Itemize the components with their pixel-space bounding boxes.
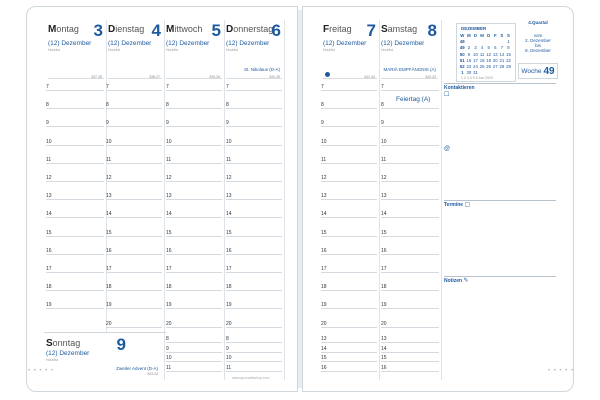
calendar-grid: W M D M D F S S 48 1 49 2 3 4 5 6 7 8 50 9 10 11 12 13 14 15 51 16 17 18 19 20 21 22 52 23 24 25 26 27 28 29 1 30 31: [459, 33, 511, 76]
hour-label: 15: [166, 229, 172, 236]
hour-line: [381, 308, 439, 309]
spine: [298, 10, 302, 388]
hour-label: 17: [381, 266, 387, 272]
hour-label: 19: [166, 302, 172, 309]
hour-label: 7: [166, 84, 169, 90]
hour-label: 19: [381, 302, 387, 309]
hour-label: 20: [321, 320, 327, 327]
hour-label: 14: [106, 211, 112, 218]
separator: [164, 20, 165, 380]
hour-line: [106, 217, 162, 218]
hour-line: [381, 163, 439, 164]
hour-line: [381, 145, 439, 146]
hour-label: 13: [381, 193, 387, 200]
hour-line: [166, 145, 222, 146]
hour-line: [166, 90, 222, 91]
hour-label: 10: [321, 138, 327, 145]
hour-label: 10: [226, 355, 232, 361]
hour-line: [166, 308, 222, 309]
hour-label: 18: [46, 284, 52, 291]
hour-label: 14: [381, 345, 387, 352]
hour-label: 15: [106, 229, 112, 236]
section-appointments[interactable]: Termine ▢: [444, 200, 556, 276]
hour-line: [106, 272, 162, 273]
holiday-label: Feiertag (A): [396, 96, 431, 103]
hour-label: 7: [321, 84, 324, 90]
hour-label: 9: [321, 120, 324, 127]
hour-label: 13: [321, 336, 327, 342]
hour-label: 7: [46, 84, 49, 90]
hour-label: 15: [46, 229, 52, 236]
hour-label: 13: [381, 336, 387, 342]
hour-label: 18: [226, 284, 232, 291]
hour-line: [226, 254, 282, 255]
hour-label: 19: [46, 302, 52, 309]
hour-label: 14: [226, 211, 232, 218]
hour-label: 13: [226, 193, 232, 200]
hour-line: [321, 254, 377, 255]
hour-label: 15: [321, 229, 327, 236]
hour-label: 15: [226, 229, 232, 236]
day-number: 3: [93, 21, 103, 40]
hour-line: [106, 90, 162, 91]
hour-line: [46, 308, 104, 309]
hour-line: [46, 163, 104, 164]
hour-label: 10: [166, 138, 172, 145]
hour-line: [166, 342, 222, 343]
hour-line: [226, 371, 282, 372]
hour-line: [321, 352, 377, 353]
week-range: 4.Quartal vom 2. Dezember bis 8. Dezember: [525, 20, 551, 53]
day-friday[interactable]: Freitag 7 (12) Dezember Hourlist 341-24: [323, 21, 376, 79]
hour-label: 15: [381, 355, 387, 361]
hour-label: 16: [321, 364, 327, 371]
day-number: 9: [116, 335, 126, 354]
hour-line: [166, 181, 222, 182]
hour-line: [321, 361, 377, 362]
hour-label: 16: [46, 247, 52, 254]
section-notes[interactable]: Notizen ✎: [444, 276, 556, 337]
hour-line: [381, 199, 439, 200]
hour-label: 8: [166, 336, 169, 342]
hour-line: [106, 181, 162, 182]
day-saturday[interactable]: Samstag 8 (12) Dezember Hourlist MARIÄ EMPFÄNGNIS (A) 342-23: [381, 21, 437, 79]
hour-line: [226, 342, 282, 343]
hour-label: 9: [381, 120, 384, 127]
hour-label: 18: [381, 284, 387, 291]
hour-label: 8: [226, 102, 229, 109]
hour-label: 13: [46, 193, 52, 200]
hour-line: [166, 108, 222, 109]
hour-line: [106, 126, 162, 127]
hour-label: 10: [166, 355, 172, 361]
hour-label: 12: [226, 175, 232, 181]
hour-line: [106, 108, 162, 109]
at-icon: @: [444, 146, 451, 152]
hour-line: [106, 308, 162, 309]
day-tuesday[interactable]: Dienstag 4 (12) Dezember Hourlist 338-27: [108, 21, 161, 79]
hour-line: [166, 163, 222, 164]
hour-label: 8: [46, 102, 49, 109]
hour-label: 15: [321, 355, 327, 361]
hour-line: [106, 145, 162, 146]
hour-label: 19: [226, 302, 232, 309]
moon-phase-icon: [325, 72, 330, 77]
hour-line: [46, 181, 104, 182]
hour-line: [321, 308, 377, 309]
hour-line: [381, 90, 439, 91]
hour-line: [166, 217, 222, 218]
corner-dots-left: • • • • •: [28, 368, 55, 374]
hour-label: 14: [166, 211, 172, 218]
hour-label: 9: [166, 120, 169, 127]
hour-line: [226, 145, 282, 146]
hour-label: 20: [381, 320, 387, 327]
day-number: 6: [271, 21, 281, 40]
hour-label: 12: [321, 175, 327, 181]
hour-line: [46, 254, 104, 255]
section-contacts[interactable]: Kontaktieren ☐ @: [444, 83, 556, 199]
hour-line: [166, 371, 222, 372]
pen-icon: ✎: [463, 278, 469, 284]
hour-line: [321, 371, 377, 372]
hour-label: 12: [381, 175, 387, 181]
hour-label: 11: [226, 364, 232, 371]
hour-label: 14: [321, 345, 327, 352]
hour-label: 14: [321, 211, 327, 218]
day-number: 7: [366, 21, 376, 40]
hour-line: [166, 254, 222, 255]
hour-line: [381, 352, 439, 353]
hour-label: 17: [226, 266, 232, 272]
hour-line: [106, 163, 162, 164]
hour-label: 12: [166, 175, 172, 181]
hour-label: 11: [106, 156, 112, 163]
hour-line: [321, 181, 377, 182]
hour-line: [226, 108, 282, 109]
hour-label: 11: [46, 156, 52, 163]
hour-label: 9: [166, 345, 169, 352]
hour-label: 13: [321, 193, 327, 200]
day-wednesday[interactable]: Mittwoch 5 (12) Dezember Hourlist 339-26: [166, 21, 221, 79]
hour-line: [381, 254, 439, 255]
hour-line: [106, 290, 162, 291]
hour-line: [381, 126, 439, 127]
hour-label: 8: [381, 102, 384, 109]
hour-label: 8: [321, 102, 324, 109]
hour-label: 15: [381, 229, 387, 236]
hour-label: 20: [166, 320, 172, 327]
calendar-icon: ▢: [464, 202, 471, 208]
day-number: 5: [211, 21, 221, 40]
hour-line: [166, 290, 222, 291]
hour-label: 18: [106, 284, 112, 291]
hour-label: 9: [106, 120, 109, 127]
hour-line: [226, 308, 282, 309]
hour-label: 8: [106, 102, 109, 109]
hour-line: [226, 90, 282, 91]
hour-label: 9: [226, 345, 229, 352]
hour-label: 10: [381, 138, 387, 145]
hour-line: [226, 290, 282, 291]
hour-label: 17: [321, 266, 327, 272]
hour-label: 16: [381, 247, 387, 254]
phone-icon: ☐: [444, 92, 450, 98]
hour-line: [321, 108, 377, 109]
hour-line: [166, 126, 222, 127]
hour-line: [226, 272, 282, 273]
hour-line: [46, 217, 104, 218]
hour-line: [381, 108, 439, 109]
hour-label: 11: [166, 364, 172, 371]
hour-line: [166, 236, 222, 237]
separator: [441, 20, 442, 380]
hour-label: 17: [166, 266, 172, 272]
day-sunday[interactable]: Sonntag 9 (12) Dezember Hourlist Zweiter Advent (D-A) 343-22: [44, 332, 166, 381]
hour-line: [321, 126, 377, 127]
hour-line: [106, 199, 162, 200]
day-monday[interactable]: Montag 3 (12) Dezember Hourlist 337-28: [48, 21, 103, 79]
week-number-badge: Woche 49: [518, 63, 558, 79]
hour-line: [46, 272, 104, 273]
hour-label: 20: [106, 320, 112, 327]
hour-line: [166, 327, 222, 328]
hour-line: [226, 327, 282, 328]
separator: [379, 20, 380, 380]
footer-url: www.quovadisshop.com: [232, 376, 270, 380]
hour-label: 8: [166, 102, 169, 109]
hour-label: 14: [381, 211, 387, 218]
day-number: 8: [427, 21, 437, 40]
hour-line: [46, 236, 104, 237]
hour-label: 9: [226, 120, 229, 127]
hour-line: [321, 217, 377, 218]
hour-line: [381, 217, 439, 218]
hour-line: [381, 290, 439, 291]
hour-label: 16: [226, 247, 232, 254]
day-number: 4: [151, 21, 161, 40]
separator: [284, 20, 285, 380]
hour-label: 16: [321, 247, 327, 254]
hour-label: 17: [46, 266, 52, 272]
hour-label: 10: [46, 138, 52, 145]
hour-label: 7: [381, 84, 384, 90]
corner-dots-right: • • • • •: [548, 368, 575, 374]
hour-line: [226, 361, 282, 362]
hour-label: 9: [46, 120, 49, 127]
hour-line: [166, 272, 222, 273]
hour-line: [226, 217, 282, 218]
mini-calendar[interactable]: DEZEMBER W M D M D F S S 48 1 49 2 3 4 5 6 7 8 50 9 10 11 12 13 14 15 51 16 17 18 19 20 21 22 52 23 24 25 26 27 28 29 1 30 31 1 2 3 4 5 6 Jan 2020: [456, 23, 516, 82]
hour-line: [321, 290, 377, 291]
hour-line: [381, 236, 439, 237]
hour-line: [321, 327, 377, 328]
hour-label: 16: [166, 247, 172, 254]
hour-label: 17: [106, 266, 112, 272]
hour-line: [166, 199, 222, 200]
hour-label: 19: [106, 302, 112, 309]
calendar-footer: 1 2 3 4 5 6 Jan 2020: [461, 76, 493, 80]
day-thursday[interactable]: Donnerstag 6 (12) Dezember Hourlist St. Nikolaus (D-A) 340-25: [226, 21, 281, 79]
hour-label: 13: [166, 193, 172, 200]
hour-line: [226, 236, 282, 237]
hour-label: 10: [226, 138, 232, 145]
hour-line: [381, 181, 439, 182]
hour-label: 12: [46, 175, 52, 181]
hour-line: [321, 163, 377, 164]
hour-label: 7: [226, 84, 229, 90]
hour-line: [381, 371, 439, 372]
hour-line: [321, 272, 377, 273]
separator: [224, 20, 225, 380]
hour-line: [46, 108, 104, 109]
hour-line: [46, 126, 104, 127]
hour-label: 18: [321, 284, 327, 291]
hour-label: 11: [166, 156, 172, 163]
hour-line: [46, 145, 104, 146]
hour-line: [226, 181, 282, 182]
hour-line: [321, 90, 377, 91]
hour-line: [381, 361, 439, 362]
hour-line: [106, 236, 162, 237]
hour-label: 20: [226, 320, 232, 327]
hour-label: 11: [381, 156, 387, 163]
hour-line: [166, 352, 222, 353]
hour-label: 19: [321, 302, 327, 309]
hour-line: [381, 327, 439, 328]
hour-line: [381, 272, 439, 273]
hour-line: [321, 236, 377, 237]
hour-label: 14: [46, 211, 52, 218]
hour-line: [226, 126, 282, 127]
hour-line: [381, 342, 439, 343]
hour-line: [46, 290, 104, 291]
hour-line: [226, 199, 282, 200]
hour-label: 16: [106, 247, 112, 254]
hour-line: [321, 342, 377, 343]
hour-line: [46, 90, 104, 91]
hour-label: 16: [381, 364, 387, 371]
hour-label: 18: [166, 284, 172, 291]
hour-label: 13: [106, 193, 112, 200]
hour-line: [166, 361, 222, 362]
hour-label: 10: [106, 138, 112, 145]
hour-line: [46, 199, 104, 200]
hour-line: [321, 145, 377, 146]
hour-label: 8: [226, 336, 229, 342]
hour-line: [106, 254, 162, 255]
hour-line: [226, 163, 282, 164]
hour-label: 11: [321, 156, 327, 163]
hour-line: [321, 199, 377, 200]
hour-line: [106, 327, 162, 328]
hour-label: 7: [106, 84, 109, 90]
hour-label: 11: [226, 156, 232, 163]
hour-label: 12: [106, 175, 112, 181]
hour-line: [226, 352, 282, 353]
